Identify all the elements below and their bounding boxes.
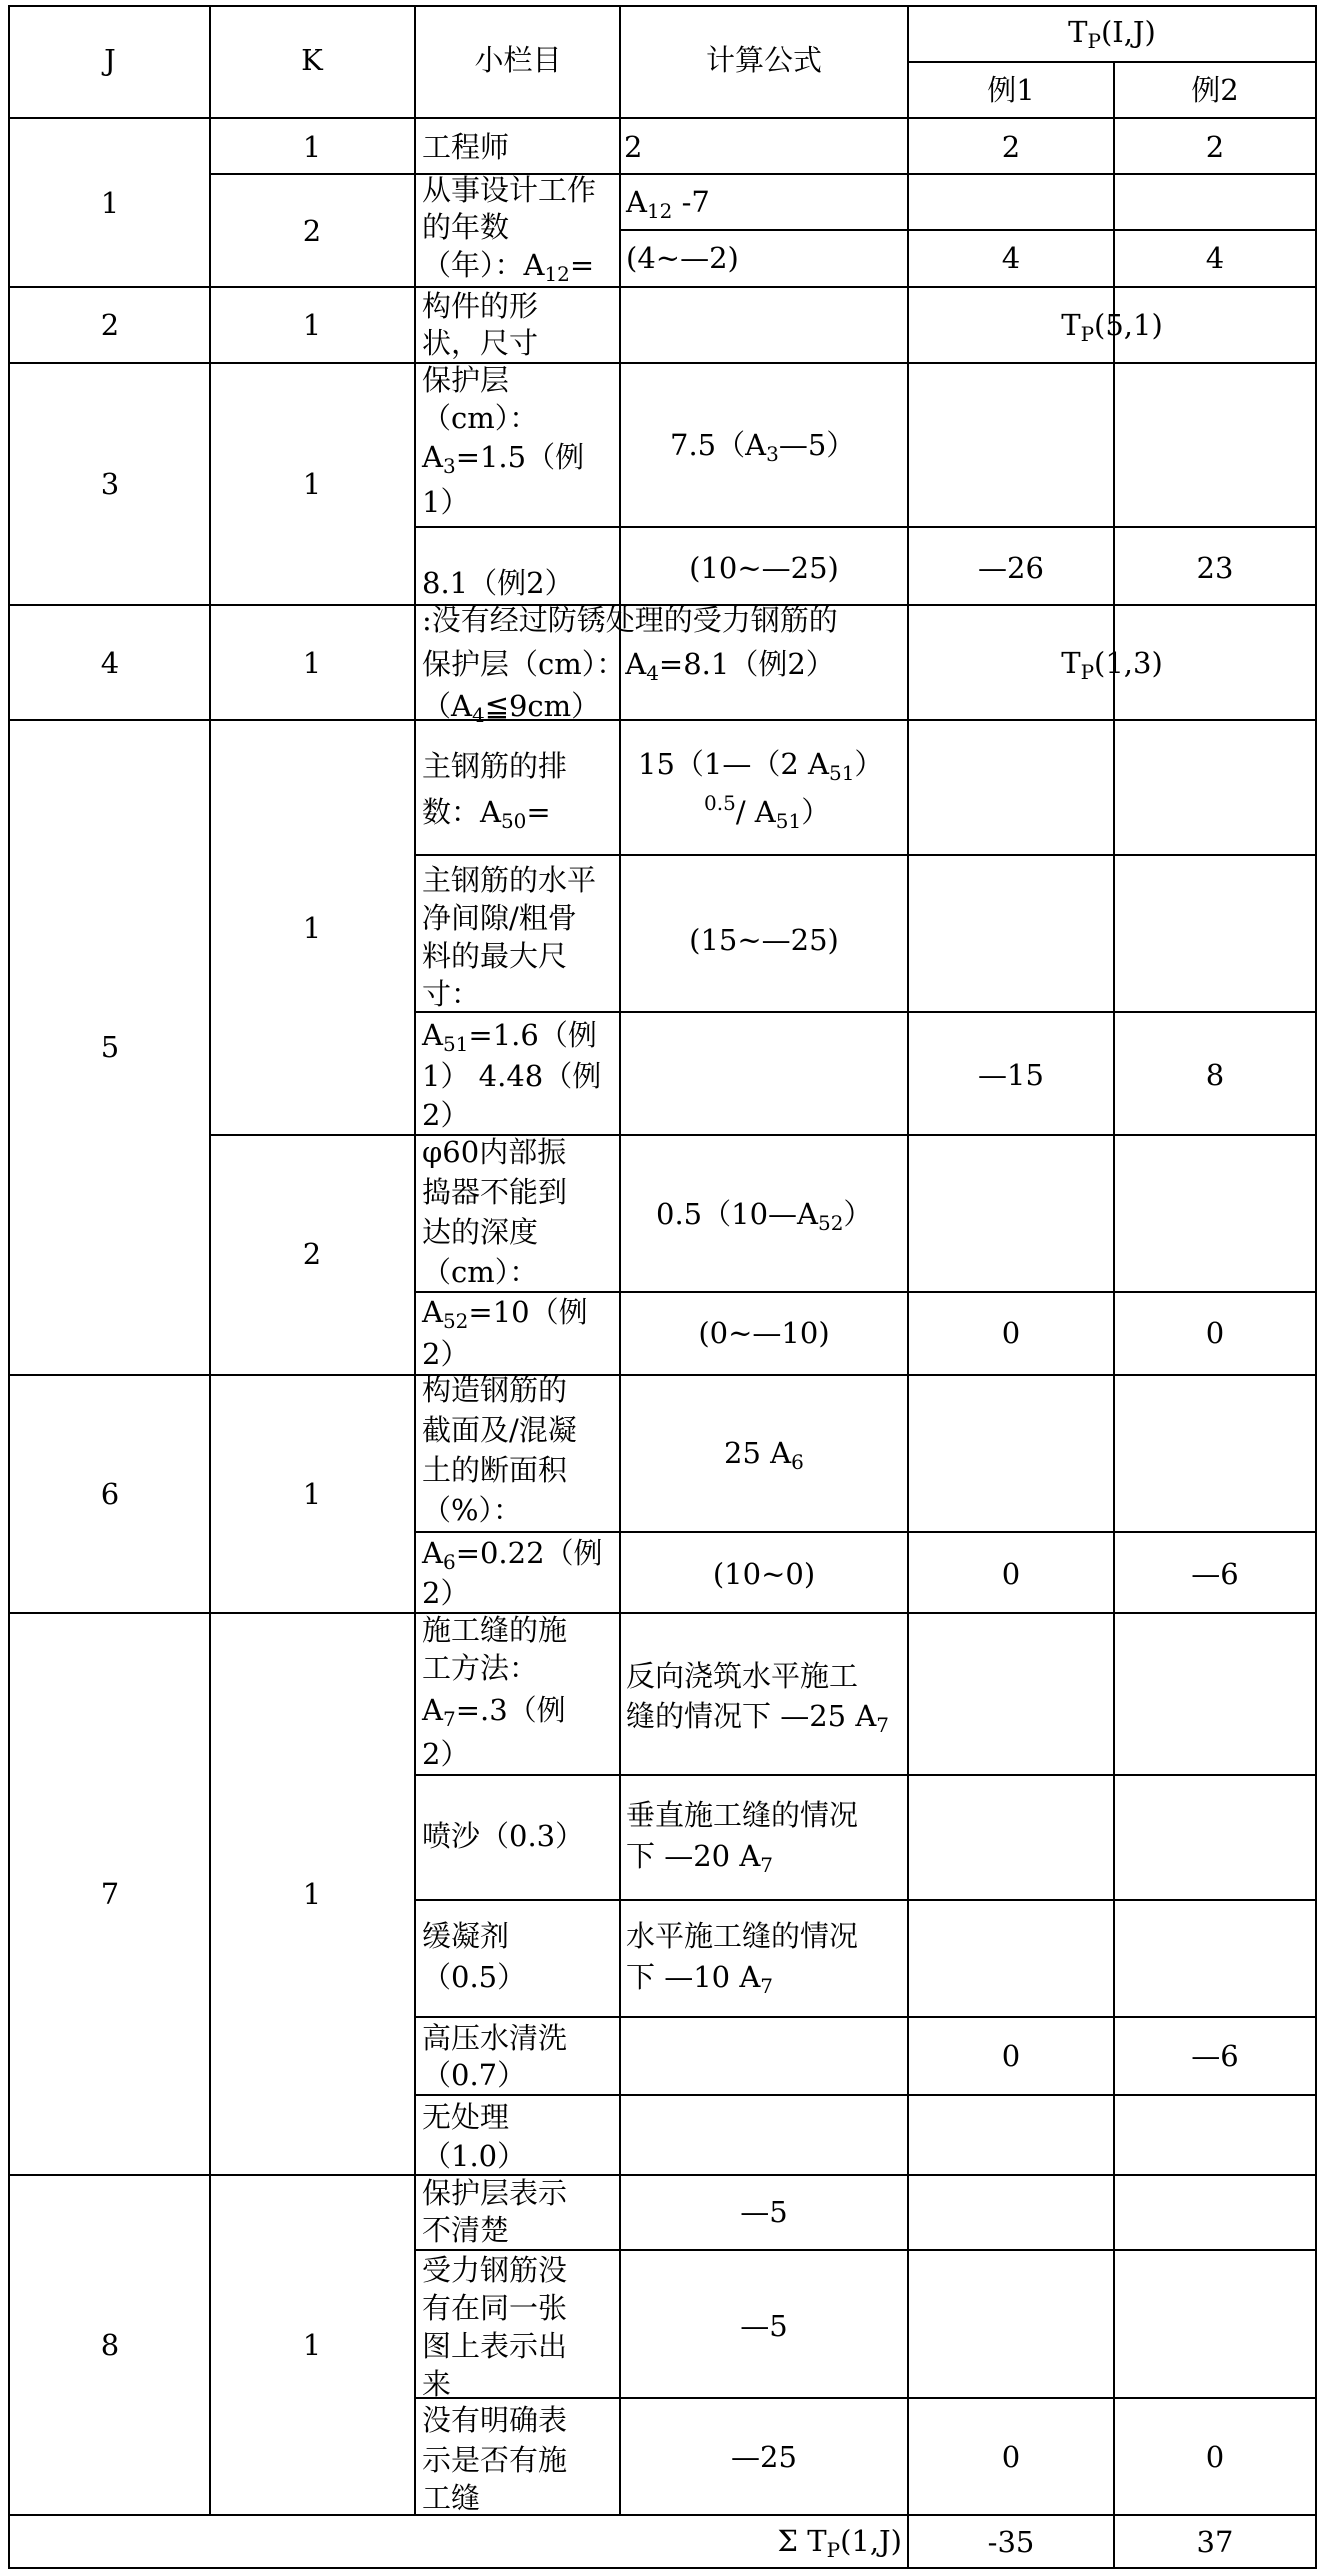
subitem-cell: 工方法：: [422, 1651, 539, 1685]
subitem-cell: 截面及/混凝: [422, 1413, 577, 1447]
subitem-cell: 工缝: [422, 2481, 481, 2515]
j-label: 7: [100, 1877, 120, 1911]
subitem-cell: 构造钢筋的: [422, 1373, 568, 1407]
k-column: [303, 130, 321, 2362]
header-example1: 例1: [987, 73, 1035, 107]
subitem-cell: $A_{51}=1.6$（例: [422, 1018, 597, 1056]
example1-value: —15: [978, 1058, 1044, 1092]
subitem-cell: 8.1（例2）: [422, 566, 574, 600]
example2-value: 8: [1205, 1058, 1225, 1092]
subitem-cell: 2）: [422, 1737, 470, 1771]
example1-value: 4: [1001, 241, 1021, 275]
subitem-cell: 图上表示出: [422, 2329, 568, 2363]
subitem-cell: 有在同一张: [422, 2291, 568, 2325]
subitem-cell: φ60内部振: [422, 1135, 567, 1169]
subitem-cell: 寸：: [422, 977, 481, 1011]
formula-cell: 2: [624, 130, 643, 164]
subitem-cell: 2）: [422, 1576, 470, 1610]
example1-value: 2: [1001, 130, 1021, 164]
j-label: 1: [100, 186, 120, 220]
subitem-cell: 净间隙/粗骨: [422, 901, 577, 935]
example2-value: 0: [1205, 1316, 1225, 1350]
subitem-cell: 构件的形: [422, 289, 539, 323]
formula-cell: $^{0.5}$/ $A_{51}$）: [704, 791, 831, 833]
subitem-cell: 缓凝剂: [422, 1919, 510, 1953]
example2-value: —6: [1191, 2039, 1239, 2073]
subitem-cell: 料的最大尺: [422, 939, 568, 973]
subitem-cell: $A_6=0.22$（例: [422, 1536, 603, 1574]
formula-cell: 垂直施工缝的情况: [626, 1798, 859, 1832]
k-label: 2: [302, 214, 322, 248]
subitem-cell: （0.5）: [422, 1960, 527, 1994]
j-label: 4: [100, 646, 120, 680]
subitem-cell: 不清楚: [422, 2213, 510, 2247]
subitem-cell: 无处理: [422, 2100, 510, 2134]
formula-cell: —5: [740, 2195, 788, 2229]
subitem-cell: （年）：$A_{12}=$: [422, 248, 595, 286]
subitem-cell: 保护层: [422, 363, 510, 397]
subitem-cell: 保护层（cm）：$A_4=8.1$（例2）: [422, 647, 835, 685]
formula-cell: 15（1—（2 $A_{51}$）: [638, 747, 884, 785]
subitem-cell: 保护层表示: [422, 2176, 568, 2210]
k-label: 1: [302, 646, 322, 680]
subitem-cell: 没有明确表: [422, 2403, 568, 2437]
subitem-cell: （cm）：: [422, 1255, 539, 1289]
subitem-cell: 2）: [422, 1337, 470, 1371]
subitem-cell: 数：$A_{50}=$: [422, 795, 551, 833]
subitem-cell: 状，尺寸: [422, 326, 539, 360]
subitem-cell: 主钢筋的水平: [422, 863, 597, 897]
example2-value: —6: [1191, 1557, 1239, 1591]
formula-cell: 25 $A_6$: [724, 1436, 804, 1474]
row-1: [422, 130, 1224, 286]
example1-value: 0: [1001, 2039, 1021, 2073]
tp-reference: $T_P(1,3)$: [1061, 646, 1163, 684]
subitem-cell: （%）：: [422, 1493, 523, 1527]
subitem-cell: 捣器不能到: [422, 1175, 568, 1209]
subitem-cell: $A_{52}=10$（例: [422, 1295, 588, 1333]
formula-cell: 下 —10 $A_7$: [626, 1960, 774, 1998]
subitem-cell: 工程师: [422, 130, 510, 164]
row-2: [422, 289, 1163, 360]
formula-cell: —25: [731, 2440, 797, 2474]
row-4: [422, 603, 1163, 727]
subitem-cell: 来: [422, 2367, 452, 2401]
formula-cell: $7.5(A_3—5)$: [670, 428, 856, 466]
formula-cell: (10~—25): [689, 551, 839, 585]
j-label: 5: [100, 1030, 120, 1064]
subitem-cell: 1）: [422, 485, 470, 519]
row-3: [421, 363, 1233, 600]
header-formula: 计算公式: [705, 43, 823, 77]
example2-value: 0: [1205, 2440, 1225, 2474]
subitem-cell: $A_3=1.5$（例: [422, 440, 585, 478]
example1-value: —26: [978, 551, 1044, 585]
subitem-cell: 1） 4.48（例: [422, 1059, 602, 1093]
j-label: 8: [100, 2328, 120, 2362]
subitem-cell: 施工缝的施: [422, 1613, 568, 1647]
k-label: 1: [302, 1877, 322, 1911]
subitem-cell: 2）: [422, 1098, 470, 1132]
tp-reference: $T_P(5,1)$: [1061, 308, 1163, 346]
subitem-cell: 土的断面积: [422, 1453, 568, 1487]
subitem-cell: 达的深度: [422, 1215, 539, 1249]
formula-cell: $0.5(10—A_{52})$: [656, 1197, 873, 1235]
subitem-cell: 从事设计工作: [422, 173, 597, 207]
j-label: 2: [100, 308, 120, 342]
header-tp: $T_P(I,J)$: [1068, 15, 1156, 53]
subitem-cell: （0.7）: [422, 2058, 527, 2092]
j-label: 6: [100, 1477, 120, 1511]
header-k: K: [301, 43, 323, 77]
subitem-cell: 高压水清洗: [422, 2021, 568, 2055]
example2-value: 23: [1196, 551, 1234, 585]
row-6: [421, 1373, 1239, 1610]
subitem-cell: :没有经过防锈处理的受力钢筋的: [422, 603, 838, 637]
subitem-cell: 受力钢筋没: [422, 2253, 568, 2287]
k-label: 2: [302, 1237, 322, 1271]
table-border: [9, 6, 1316, 2568]
total-example2: 37: [1196, 2525, 1234, 2559]
j-column: [101, 186, 119, 2362]
j-label: 3: [100, 467, 120, 501]
formula-cell: (4~—2): [626, 241, 739, 275]
k-label: 1: [302, 1477, 322, 1511]
k-label: 1: [302, 130, 322, 164]
subitem-cell: $(A_4≦9cm)$: [422, 689, 601, 727]
formula-cell: (10~0): [712, 1557, 816, 1591]
subitem-cell: （1.0）: [422, 2139, 527, 2173]
header-j: J: [104, 43, 116, 77]
subitem-cell: 主钢筋的排: [422, 749, 568, 783]
row-7: [421, 1613, 1239, 2173]
example2-value: 2: [1205, 130, 1225, 164]
header-subitem: 小栏目: [474, 43, 562, 77]
formula-cell: 缝的情况下 —25 $A_7$: [626, 1699, 890, 1737]
subitem-cell: $A_7=.3$（例: [422, 1693, 566, 1731]
example2-value: 4: [1205, 241, 1225, 275]
total-label: Σ $T_P(1,J)$: [777, 2524, 902, 2562]
k-label: 1: [302, 308, 322, 342]
formula-cell: (0~—10): [698, 1316, 830, 1350]
formula-cell: 下 —20 $A_7$: [626, 1839, 774, 1877]
header-example2: 例2: [1191, 73, 1239, 107]
formula-cell: 反向浇筑水平施工: [626, 1659, 859, 1693]
k-label: 1: [302, 911, 322, 945]
formula-cell: 水平施工缝的情况: [626, 1919, 859, 1953]
subitem-cell: （cm）：: [422, 401, 539, 435]
example1-value: 0: [1001, 2440, 1021, 2474]
formula-cell: $A_{12}$ -7: [626, 185, 710, 223]
example1-value: 0: [1001, 1557, 1021, 1591]
example1-value: 0: [1001, 1316, 1021, 1350]
formula-cell: (15~—25): [689, 923, 839, 957]
subitem-cell: 示是否有施: [422, 2443, 568, 2477]
subitem-cell: 的年数: [422, 210, 510, 244]
total-example1: -35: [987, 2525, 1035, 2559]
table-grid: [9, 6, 1316, 2568]
subitem-cell: 喷沙（0.3）: [422, 1819, 585, 1853]
row-8: [422, 2176, 1224, 2515]
row-5: [421, 747, 1224, 1371]
k-label: 1: [302, 467, 322, 501]
formula-cell: —5: [740, 2309, 788, 2343]
k-label: 1: [302, 2328, 322, 2362]
total-row: [778, 2524, 1234, 2562]
